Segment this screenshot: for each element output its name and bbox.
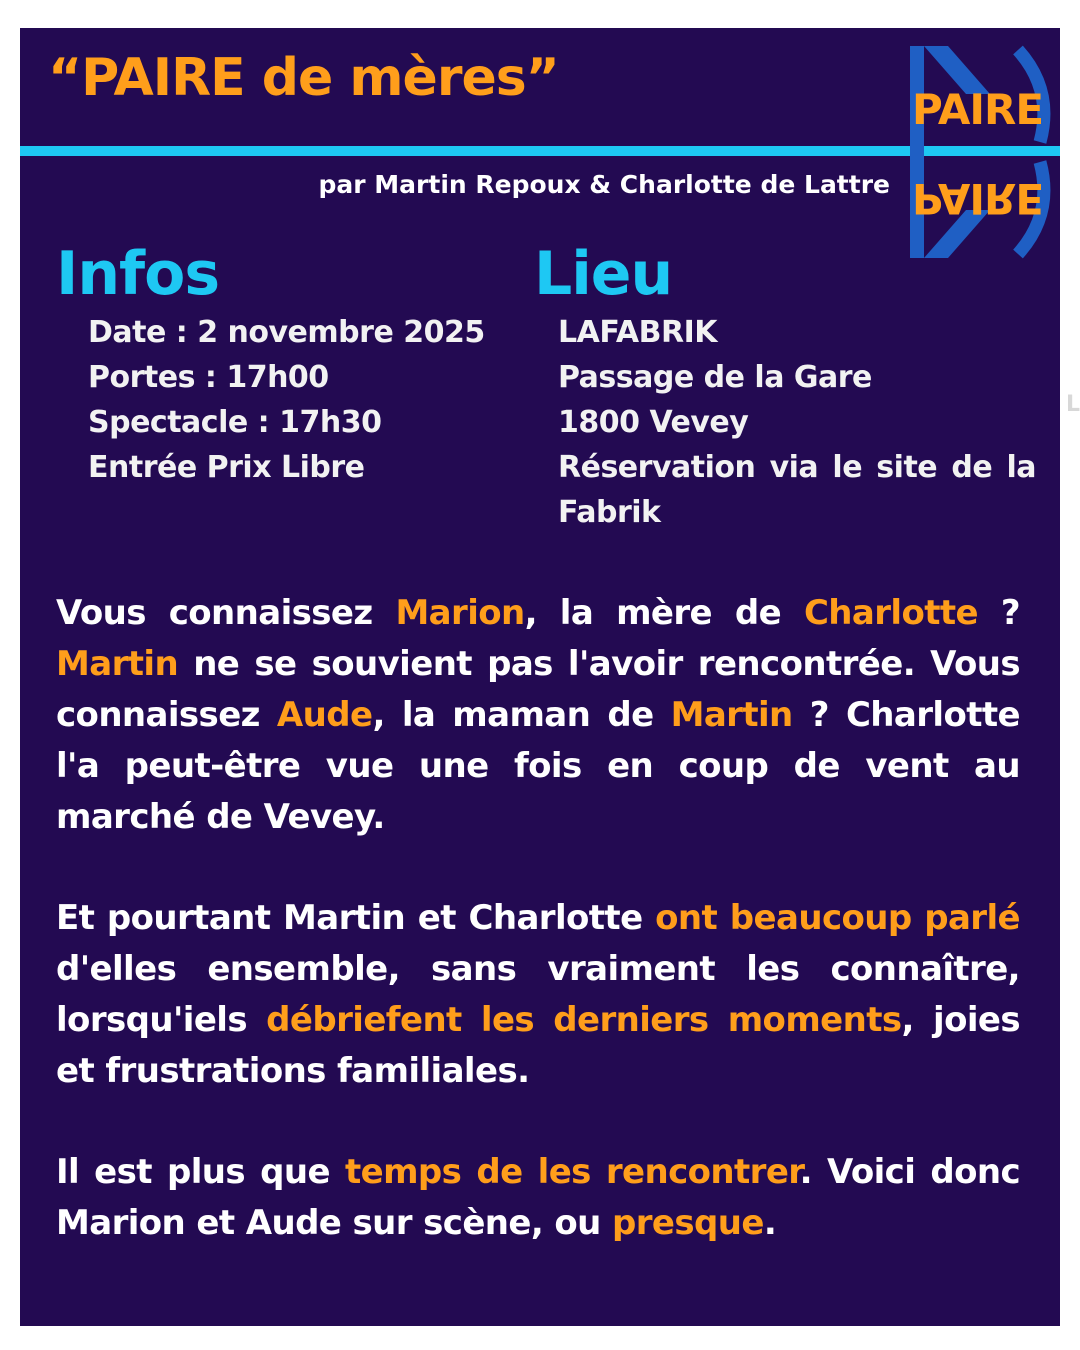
- highlighted-phrase: Aude: [276, 695, 373, 735]
- venue-street: Passage de la Gare: [558, 360, 872, 395]
- info-date: Date : 2 novembre 2025: [88, 315, 485, 350]
- paragraph-text: . Voici donc Marion et Aude sur scène, ou: [56, 1152, 1020, 1243]
- highlighted-phrase: ont beaucoup parlé: [655, 898, 1020, 938]
- credits-line: par Martin Repoux & Charlotte de Lattre: [318, 170, 890, 199]
- highlighted-phrase: Martin: [56, 644, 179, 684]
- cropped-edge-letter: L: [1066, 392, 1080, 417]
- description-paragraph-3: [56, 1147, 1020, 1249]
- paragraph-text: , la mère de: [524, 593, 804, 633]
- paragraph-text: .: [763, 1203, 777, 1243]
- logo-word-top: PAIRE: [912, 85, 1044, 134]
- highlighted-phrase: Martin: [670, 695, 793, 735]
- lieu-list: [558, 310, 1036, 535]
- highlighted-phrase: Marion: [395, 593, 525, 633]
- paragraph-text: Et pourtant Martin et Charlotte: [56, 898, 656, 938]
- highlighted-phrase: Charlotte: [803, 593, 978, 633]
- paragraph-text: ?: [977, 593, 1020, 633]
- description-paragraph-2: [56, 893, 1020, 1097]
- logo-word-bottom-mirrored: PAIRE: [912, 174, 1044, 223]
- event-poster: [20, 28, 1060, 1326]
- paragraph-text: , joies et frustrations familiales.: [56, 1000, 1020, 1091]
- paragraph-text: , la maman de: [372, 695, 671, 735]
- info-entry-price: Entrée Prix Libre: [88, 450, 365, 485]
- info-doors: Portes : 17h00: [88, 360, 329, 395]
- paragraph-text: d'elles ensemble, sans vraiment les connaître, lorsqu'iels: [56, 949, 1020, 1040]
- lieu-heading: Lieu: [534, 239, 673, 309]
- venue-name: LAFABRIK: [558, 315, 717, 350]
- poster-title: “PAIRE de mères”: [48, 48, 559, 108]
- description-paragraph-1: [56, 588, 1020, 843]
- paragraph-text: ne se souvient pas l'avoir rencontrée. Vous connaissez: [56, 644, 1020, 735]
- logo-arcs-icon: [908, 42, 1058, 262]
- paragraph-text: Vous connaissez: [56, 593, 396, 633]
- venue-reservation: Réservation via le site de la Fabrik: [558, 450, 1036, 530]
- paire-logo: [908, 42, 1058, 262]
- header-divider: [20, 146, 1060, 156]
- highlighted-phrase: temps de les rencontrer: [344, 1152, 800, 1192]
- highlighted-phrase: débriefent les derniers moments: [266, 1000, 902, 1040]
- highlighted-phrase: presque: [612, 1203, 764, 1243]
- venue-city: 1800 Vevey: [558, 405, 749, 440]
- info-show-time: Spectacle : 17h30: [88, 405, 382, 440]
- paragraph-text: ? Charlotte l'a peut-être vue une fois en coup de vent au marché de Vevey.: [56, 695, 1020, 837]
- infos-list: [88, 310, 528, 490]
- infos-heading: Infos: [56, 239, 220, 309]
- paragraph-text: Il est plus que: [56, 1152, 345, 1192]
